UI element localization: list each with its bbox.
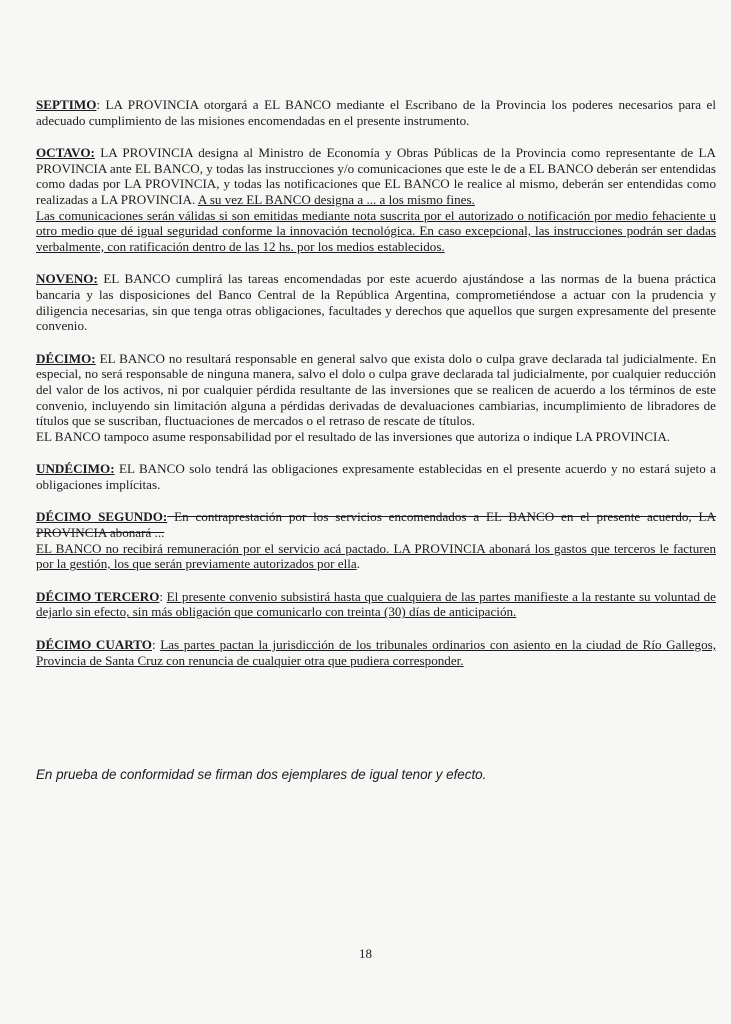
clause-septimo: [36, 97, 716, 128]
clause-period: .: [356, 556, 360, 572]
clause-heading: DÉCIMO CUARTO: [36, 637, 152, 653]
clause-colon: :: [151, 637, 161, 653]
clause-heading: UNDÉCIMO:: [36, 461, 115, 477]
clause-heading: OCTAVO:: [36, 145, 95, 161]
clause-undecimo: [36, 461, 716, 492]
clause-text: LA PROVINCIA designa al Ministro de Economía y Obras Públicas de la Provincia como representante de LA PROVINCIA ante EL BANCO, y todas las instrucciones y/o comunicaciones que este le de a EL BANCO deberán ser entendidas como dadas por LA PROVINCIA, y todas las notificaciones que EL BANCO le realice al mismo, deberán ser entendidas como realizadas a LA PROVINCIA.: [36, 145, 716, 207]
clause-heading: DÉCIMO SEGUNDO:: [36, 509, 168, 525]
clause-heading: NOVENO:: [36, 271, 98, 287]
clause-heading: DÉCIMO:: [36, 350, 96, 366]
clause-octavo: [36, 145, 716, 254]
clause-decimo-cuarto: [36, 637, 716, 668]
clause-decimo-segundo: [36, 509, 716, 571]
page-number: 18: [359, 946, 372, 961]
added-text: Las comunicaciones serán válidas si son emitidas mediante nota suscrita por el autorizado o notificación por medio fehaciente u otro medio que dé igual seguridad conforme la innovación tecnológica. En caso excepcional, las instrucciones podrán ser dadas verbalmente, con ratificación dentro de las 12 hs. por los medios establecidos.: [36, 207, 716, 254]
clause-decimo: [36, 351, 716, 445]
clause-text: EL BANCO no resultará responsable en general salvo que exista dolo o culpa grave declarada tal judicialmente. En especial, no será responsable de ninguna manera, salvo el dolo o culpa grave declarada tal judicialmente, por cualquier reducción del valor de los activos, ni por cualquier pérdida resultante de las inversiones que se realicen de acuerdo a los términos de este convenio, incluyendo sin limitación alguna a pérdidas derivadas de devaluaciones cambiarias, incumplimiento de libradores de títulos que se suscriban, fluctuaciones de mercados o el retraso de rescate de títulos.: [36, 350, 716, 429]
struck-text: En contraprestación por los servicios encomendados a EL BANCO en el presente acuerdo, LA PROVINCIA abonará ...: [36, 509, 717, 541]
clause-colon: :: [159, 588, 167, 604]
clause-heading: DÉCIMO TERCERO: [36, 588, 160, 604]
added-text: El presente convenio subsistirá hasta que cualquiera de las partes manifieste a la restante su voluntad de dejarlo sin efecto, sin más obligación que comunicarlo con treinta (30) días de anticipación.: [36, 588, 716, 620]
clause-text: EL BANCO cumplirá las tareas encomendadas por este acuerdo ajustándose a las normas de la buena práctica bancaria y las disposiciones del Banco Central de la República Argentina, comprometiéndose a actuar con la prudencia y diligencia necesarias, sin que tenga otras obligaciones, facultades y derechos que aquellos que surgen expresamente del presente convenio.: [36, 271, 716, 334]
added-text: EL BANCO no recibirá remuneración por el servicio acá pactado. LA PROVINCIA abonará los gastos que terceros le facturen por la gestión, los que serán previamente autorizados por ella: [36, 540, 716, 572]
clause-heading: SEPTIMO: [36, 97, 97, 112]
clause-decimo-tercero: [36, 589, 716, 620]
added-text: Las partes pactan la jurisdicción de los tribunales ordinarios con asiento en la ciudad de Río Gallegos, Provincia de Santa Cruz con renuncia de cualquier otra que pudiera corresponder.: [36, 637, 716, 668]
closing-statement: En prueba de conformidad se firman dos ejemplares de igual tenor y efecto.: [36, 767, 487, 782]
clause-text: EL BANCO solo tendrá las obligaciones expresamente establecidas en el presente acuerdo y no estará sujeto a obligaciones implícitas.: [36, 461, 716, 492]
clause-noveno: [36, 271, 716, 333]
clause-text-continued: EL BANCO tampoco asume responsabilidad por el resultado de las inversiones que autoriza o indique LA PROVINCIA.: [36, 428, 671, 444]
underlined-text: A su vez EL BANCO designa a ... a los mismo fines.: [197, 191, 475, 207]
document-body: [36, 97, 716, 685]
clause-text: : LA PROVINCIA otorgará a EL BANCO mediante el Escribano de la Provincia los poderes necesarios para el adecuado cumplimiento de las misiones encomendadas en el presente instrumento.: [36, 97, 716, 128]
